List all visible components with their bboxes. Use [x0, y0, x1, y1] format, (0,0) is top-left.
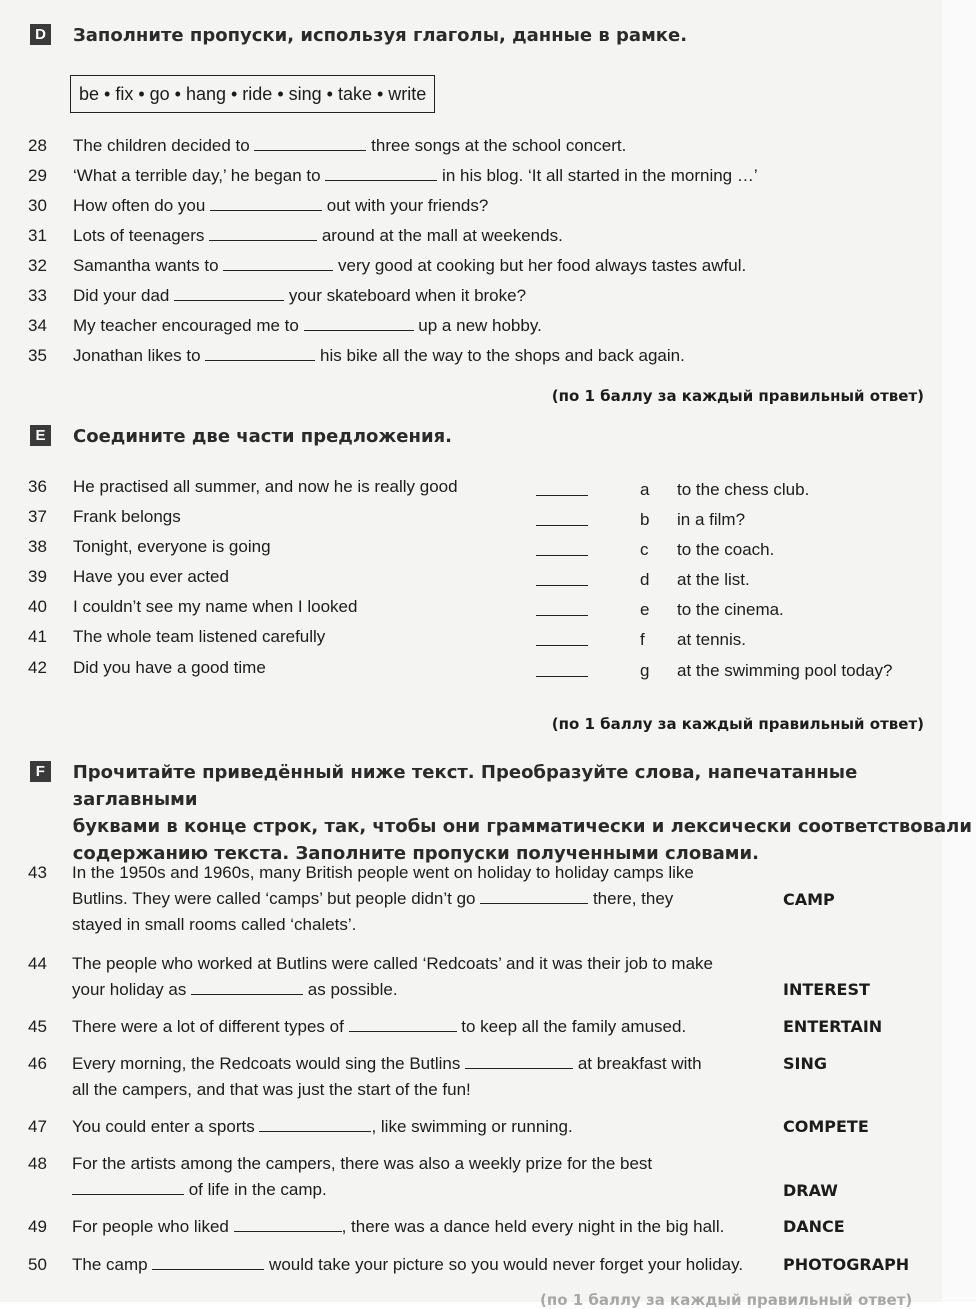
sentence-start: Tonight, everyone is going: [73, 537, 271, 556]
answer-blank[interactable]: [536, 644, 588, 646]
sentence-start: Did you have a good time: [73, 658, 266, 677]
answer-blank[interactable]: [152, 1255, 264, 1270]
sentence-ending: to the cinema.: [677, 600, 784, 619]
answer-blank[interactable]: [480, 889, 588, 904]
sentence-start: Have you ever acted: [73, 567, 229, 586]
item-number: 39: [28, 567, 47, 586]
answer-blank[interactable]: [536, 584, 588, 586]
text-paragraph: For people who liked , there was a dance held every night in the big hall.: [72, 1217, 725, 1236]
section-f-letter: F: [30, 761, 51, 782]
text-paragraph: Every morning, the Redcoats would sing the Butlins at breakfast with all the campers, and that was just the start of the fun!: [72, 1054, 702, 1099]
answer-blank[interactable]: [210, 196, 322, 211]
answer-blank[interactable]: [304, 316, 414, 331]
text-paragraph: The camp would take your picture so you would never forget your holiday.: [72, 1255, 744, 1274]
item-number: 34: [28, 316, 47, 335]
item-number: 42: [28, 658, 47, 677]
sentence-ending: in a film?: [677, 510, 746, 529]
item-number: 38: [28, 537, 47, 556]
gap-sentence: How often do you out with your friends?: [73, 196, 489, 215]
score-note-f: (по 1 баллу за каждый правильный ответ): [540, 1291, 913, 1309]
item-number: 31: [28, 226, 47, 245]
answer-blank[interactable]: [259, 1117, 371, 1132]
option-letter: c: [640, 540, 649, 559]
item-number: 49: [28, 1217, 47, 1236]
gap-sentence: Did your dad your skateboard when it broke?: [73, 286, 527, 305]
keyword: COMPETE: [783, 1117, 869, 1136]
sentence-start: Frank belongs: [73, 507, 181, 526]
answer-blank[interactable]: [223, 256, 333, 271]
section-d-letter: D: [30, 24, 51, 45]
keyword: PHOTOGRAPH: [783, 1255, 910, 1274]
gap-sentence: ‘What a terrible day,’ he began to in his blog. ‘It all started in the morning …’: [73, 166, 758, 185]
item-number: 43: [28, 863, 47, 882]
gap-sentence: Jonathan likes to his bike all the way to the shops and back again.: [73, 346, 685, 365]
sentence-start: The whole team listened carefully: [73, 627, 326, 646]
section-e-header: [30, 423, 452, 450]
option-letter: b: [640, 510, 650, 529]
item-number: 36: [28, 477, 47, 496]
gap-sentence: My teacher encouraged me to up a new hobby.: [73, 316, 542, 335]
score-note-d: (по 1 баллу за каждый правильный ответ): [551, 387, 924, 405]
option-letter: d: [640, 570, 650, 589]
section-d-header: [30, 22, 687, 49]
sentence-ending: to the chess club.: [677, 480, 810, 499]
sentence-ending: at the list.: [677, 570, 750, 589]
keyword: DANCE: [783, 1217, 845, 1236]
gap-sentence: Samantha wants to very good at cooking but her food always tastes awful.: [73, 256, 747, 275]
text-paragraph: There were a lot of different types of to keep all the family amused.: [72, 1017, 687, 1036]
section-f-title: Прочитайте приведённый ниже текст. Преобразуйте слова, напечатанные заглавными буквами в конце строк, так, чтобы они грамматически и лексически соответствовали содержанию текста. Заполните пропуски полученными словами.: [72, 762, 972, 864]
answer-blank[interactable]: [536, 524, 588, 526]
option-letter: f: [640, 630, 645, 649]
item-number: 37: [28, 507, 47, 526]
section-e-letter: E: [30, 425, 51, 446]
item-number: 46: [28, 1054, 47, 1073]
keyword: DRAW: [783, 1181, 838, 1200]
item-number: 50: [28, 1255, 47, 1274]
keyword: INTEREST: [783, 980, 870, 999]
gap-sentence: The children decided to three songs at the school concert.: [73, 136, 627, 155]
sentence-start: He practised all summer, and now he is really good: [73, 477, 458, 496]
answer-blank[interactable]: [536, 494, 588, 496]
option-letter: e: [640, 600, 650, 619]
word-box: be • fix • go • hang • ride • sing • take • write: [70, 75, 435, 113]
item-number: 44: [28, 954, 47, 973]
answer-blank[interactable]: [209, 226, 317, 241]
item-number: 41: [28, 627, 47, 646]
answer-blank[interactable]: [536, 554, 588, 556]
text-paragraph: In the 1950s and 1960s, many British people went on holiday to holiday camps like Butlins. They were called ‘camps’ but people didn’t go there, they stayed in small rooms called ‘chalets’.: [72, 863, 694, 934]
item-number: 28: [28, 136, 47, 155]
answer-blank[interactable]: [205, 346, 315, 361]
section-d-title: Заполните пропуски, используя глаголы, данные в рамке.: [73, 25, 688, 46]
sentence-ending: to the coach.: [677, 540, 775, 559]
answer-blank[interactable]: [72, 1180, 184, 1195]
answer-blank[interactable]: [325, 166, 437, 181]
answer-blank[interactable]: [174, 286, 284, 301]
answer-blank[interactable]: [536, 675, 588, 677]
item-number: 40: [28, 597, 47, 616]
text-paragraph: You could enter a sports , like swimming or running.: [72, 1117, 573, 1136]
answer-blank[interactable]: [465, 1054, 573, 1069]
sentence-ending: at tennis.: [677, 630, 746, 649]
answer-blank[interactable]: [349, 1017, 457, 1032]
item-number: 33: [28, 286, 47, 305]
item-number: 45: [28, 1017, 47, 1036]
text-paragraph: For the artists among the campers, there was also a weekly prize for the best of life in the camp.: [72, 1154, 653, 1199]
item-number: 32: [28, 256, 47, 275]
answer-blank[interactable]: [191, 980, 303, 995]
gap-sentence: Lots of teenagers around at the mall at weekends.: [73, 226, 563, 245]
sentence-ending: at the swimming pool today?: [677, 661, 893, 680]
answer-blank[interactable]: [234, 1217, 342, 1232]
item-number: 47: [28, 1117, 47, 1136]
keyword: CAMP: [783, 890, 835, 909]
keyword: ENTERTAIN: [783, 1017, 883, 1036]
text-paragraph: The people who worked at Butlins were called ‘Redcoats’ and it was their job to make your holiday as as possible.: [72, 954, 713, 999]
section-f-header: [30, 759, 976, 867]
item-number: 35: [28, 346, 47, 365]
item-number: 48: [28, 1154, 47, 1173]
item-number: 29: [28, 166, 47, 185]
option-letter: a: [640, 480, 650, 499]
section-e-title: Соедините две части предложения.: [73, 426, 452, 447]
answer-blank[interactable]: [254, 136, 366, 151]
item-number: 30: [28, 196, 47, 215]
option-letter: g: [640, 661, 650, 680]
answer-blank[interactable]: [536, 614, 588, 616]
sentence-start: I couldn’t see my name when I looked: [73, 597, 358, 616]
page-edge: [942, 0, 976, 1302]
score-note-e: (по 1 баллу за каждый правильный ответ): [551, 715, 924, 733]
keyword: SING: [783, 1054, 827, 1073]
